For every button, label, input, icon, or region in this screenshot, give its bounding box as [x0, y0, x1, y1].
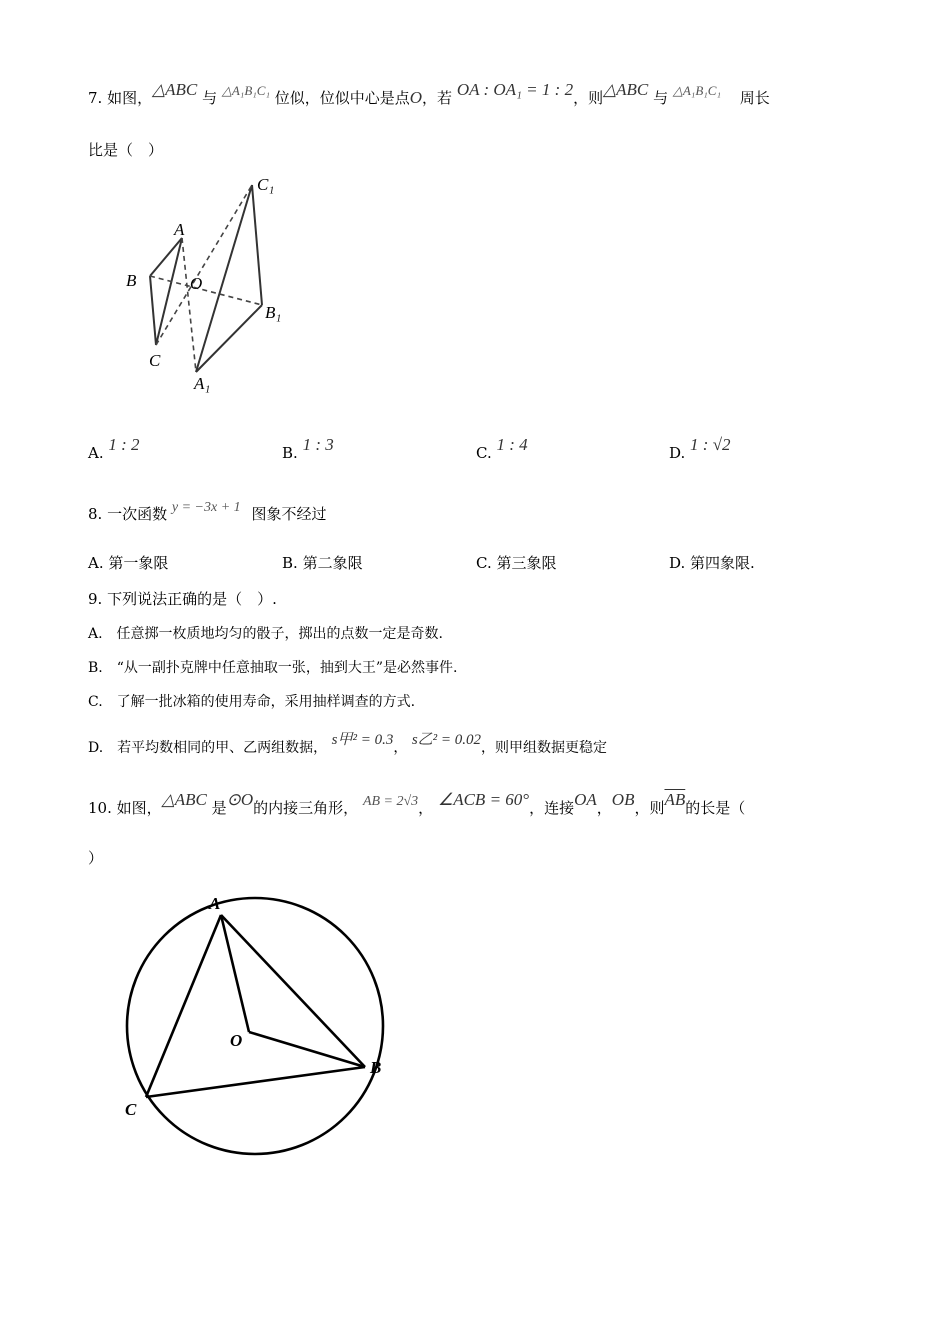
q7-number: 7. 如图， — [88, 89, 153, 107]
q7-dashed-cc1 — [156, 185, 252, 345]
q9-option-c[interactable]: C. 了解一批冰箱的使用寿命，采用抽样调查的方式. — [88, 694, 416, 710]
q10-circle — [127, 898, 383, 1154]
q10-figure — [115, 885, 400, 1165]
q9-option-d-suffix: ，则甲组数据更稳定 — [481, 740, 608, 756]
q7-label-c: C — [149, 351, 161, 370]
q8-option-a[interactable] — [88, 553, 168, 573]
q7-option-a[interactable] — [88, 435, 140, 463]
q7-label-b1: B₁ — [265, 303, 282, 322]
q10-label-o: O — [230, 1031, 243, 1050]
q7-option-a-value: 1 : 2 — [108, 435, 140, 454]
q8-option-d-letter: D. — [669, 554, 686, 572]
q8-option-b[interactable] — [282, 553, 363, 573]
q10-arc-ab: $\overline{AB}$ — [664, 790, 686, 809]
q7-text-if: ，若 — [422, 89, 453, 107]
q8-stem — [88, 500, 327, 526]
q7-label-o: O — [190, 274, 203, 293]
q10-stem: 10. 如图，△ABC 是⊙O的内接三角形， AB = 2√3， ∠ACB = 60°，连接OA，OB，则$\overline{AB}$的长是（ — [88, 790, 746, 817]
q8-function: y = −3x + 1 — [171, 500, 241, 515]
q7-option-d-value: 1 : √2 — [690, 435, 731, 454]
q9-option-d[interactable]: D. 若平均数相同的甲、乙两组数据， s甲² = 0.3， s乙² = 0.02，则甲组数据更稳定 — [88, 732, 608, 756]
q7-segment-c1b1 — [252, 185, 262, 305]
q7-triangle-abc-2: △ABC — [603, 80, 649, 99]
q7-ratio: OA : OA₁ = 1 : 2 — [456, 80, 574, 99]
q10-segment-cb — [146, 1067, 365, 1097]
q7-text-then: ，则 — [573, 89, 604, 107]
q7-point-o: O — [409, 88, 423, 107]
q10-label-b: B — [370, 1058, 382, 1077]
q8-option-d[interactable] — [669, 553, 755, 573]
q7-option-a-letter: A. — [88, 444, 104, 462]
q7-dashed-aa1 — [182, 238, 196, 372]
q9-option-b[interactable]: B. “从一副扑克牌中任意抽取一张，抽到大王”是必然事件. — [88, 660, 458, 676]
q10-segment-ob: OB — [611, 790, 635, 809]
q10-segment-oa — [221, 915, 249, 1032]
q9-option-d-prefix: D. 若平均数相同的甲、乙两组数据， — [88, 740, 328, 756]
q10-text-length: 的长是（ — [685, 799, 746, 817]
q7-label-a1: A₁ — [194, 374, 211, 393]
q7-option-c-value: 1 : 4 — [496, 435, 528, 454]
q10-triangle: △ABC — [161, 790, 207, 809]
q10-angle-acb: ∠ACB = 60° — [437, 790, 530, 809]
q7-triangle-a1b1c1-2: △A₁B₁C₁ — [672, 83, 721, 98]
q7-option-b[interactable] — [282, 435, 334, 463]
q10-text-inscribed: 的内接三角形， — [253, 799, 359, 817]
q10-text-connect: ，连接 — [529, 799, 575, 817]
q8-option-b-value: 第二象限 — [302, 554, 363, 572]
q7-word-and: 与 — [202, 89, 218, 107]
q7-word-and-2: 与 — [653, 89, 669, 107]
q9-option-a[interactable]: A. 任意掷一枚质地均匀的骰子，掷出的点数一定是奇数. — [88, 626, 444, 642]
q8-number: 8. 一次函数 — [88, 505, 168, 523]
q9-stem: 9. 下列说法正确的是（ ）. — [88, 590, 277, 608]
q7-label-a: A — [174, 220, 185, 239]
q8-option-c[interactable] — [476, 553, 557, 573]
q10-ab-length: AB = 2√3 — [362, 794, 419, 809]
q7-figure — [110, 165, 310, 400]
q9-variance-jia: s甲² = 0.3 — [331, 732, 394, 748]
q7-option-c[interactable] — [476, 435, 528, 463]
q7-triangle-a1b1c1: △A₁B₁C₁ — [221, 83, 270, 98]
q7-option-d-letter: D. — [669, 444, 686, 462]
q10-stem-close: ） — [88, 849, 104, 867]
q7-stem-line1 — [88, 80, 770, 109]
q8-text-not-pass: 图象不经过 — [251, 505, 327, 523]
q7-triangle-abc: △ABC — [152, 80, 198, 99]
q10-label-a: A — [209, 894, 221, 913]
q8-option-d-value: 第四象限. — [690, 554, 755, 572]
q8-option-a-letter: A. — [88, 554, 104, 572]
q7-option-b-value: 1 : 3 — [302, 435, 334, 454]
q7-segment-bc — [150, 276, 156, 345]
q7-option-c-letter: C. — [476, 444, 492, 462]
q10-text-is: 是 — [211, 799, 227, 817]
q10-segment-oa: OA — [574, 790, 597, 809]
q7-text-similar: 位似，位似中心是点 — [274, 89, 410, 107]
q9-variance-yi: s乙² = 0.02 — [411, 732, 482, 748]
q7-option-d[interactable] — [669, 435, 731, 463]
q7-stem-line2: 比是（ ） — [88, 141, 164, 159]
q7-label-c1: C₁ — [257, 175, 275, 194]
q10-circle-o: ⊙O — [226, 790, 254, 809]
q7-option-b-letter: B. — [282, 444, 298, 462]
q10-label-c: C — [125, 1100, 137, 1119]
q7-label-b: B — [126, 271, 137, 290]
q7-text-perimeter: 周长 — [739, 89, 770, 107]
q8-option-b-letter: B. — [282, 554, 298, 572]
q10-text-then: ，则 — [634, 799, 665, 817]
q8-option-a-value: 第一象限 — [108, 554, 169, 572]
q8-option-c-letter: C. — [476, 554, 492, 572]
q10-number: 10. 如图， — [88, 799, 162, 817]
q8-option-c-value: 第三象限 — [496, 554, 557, 572]
